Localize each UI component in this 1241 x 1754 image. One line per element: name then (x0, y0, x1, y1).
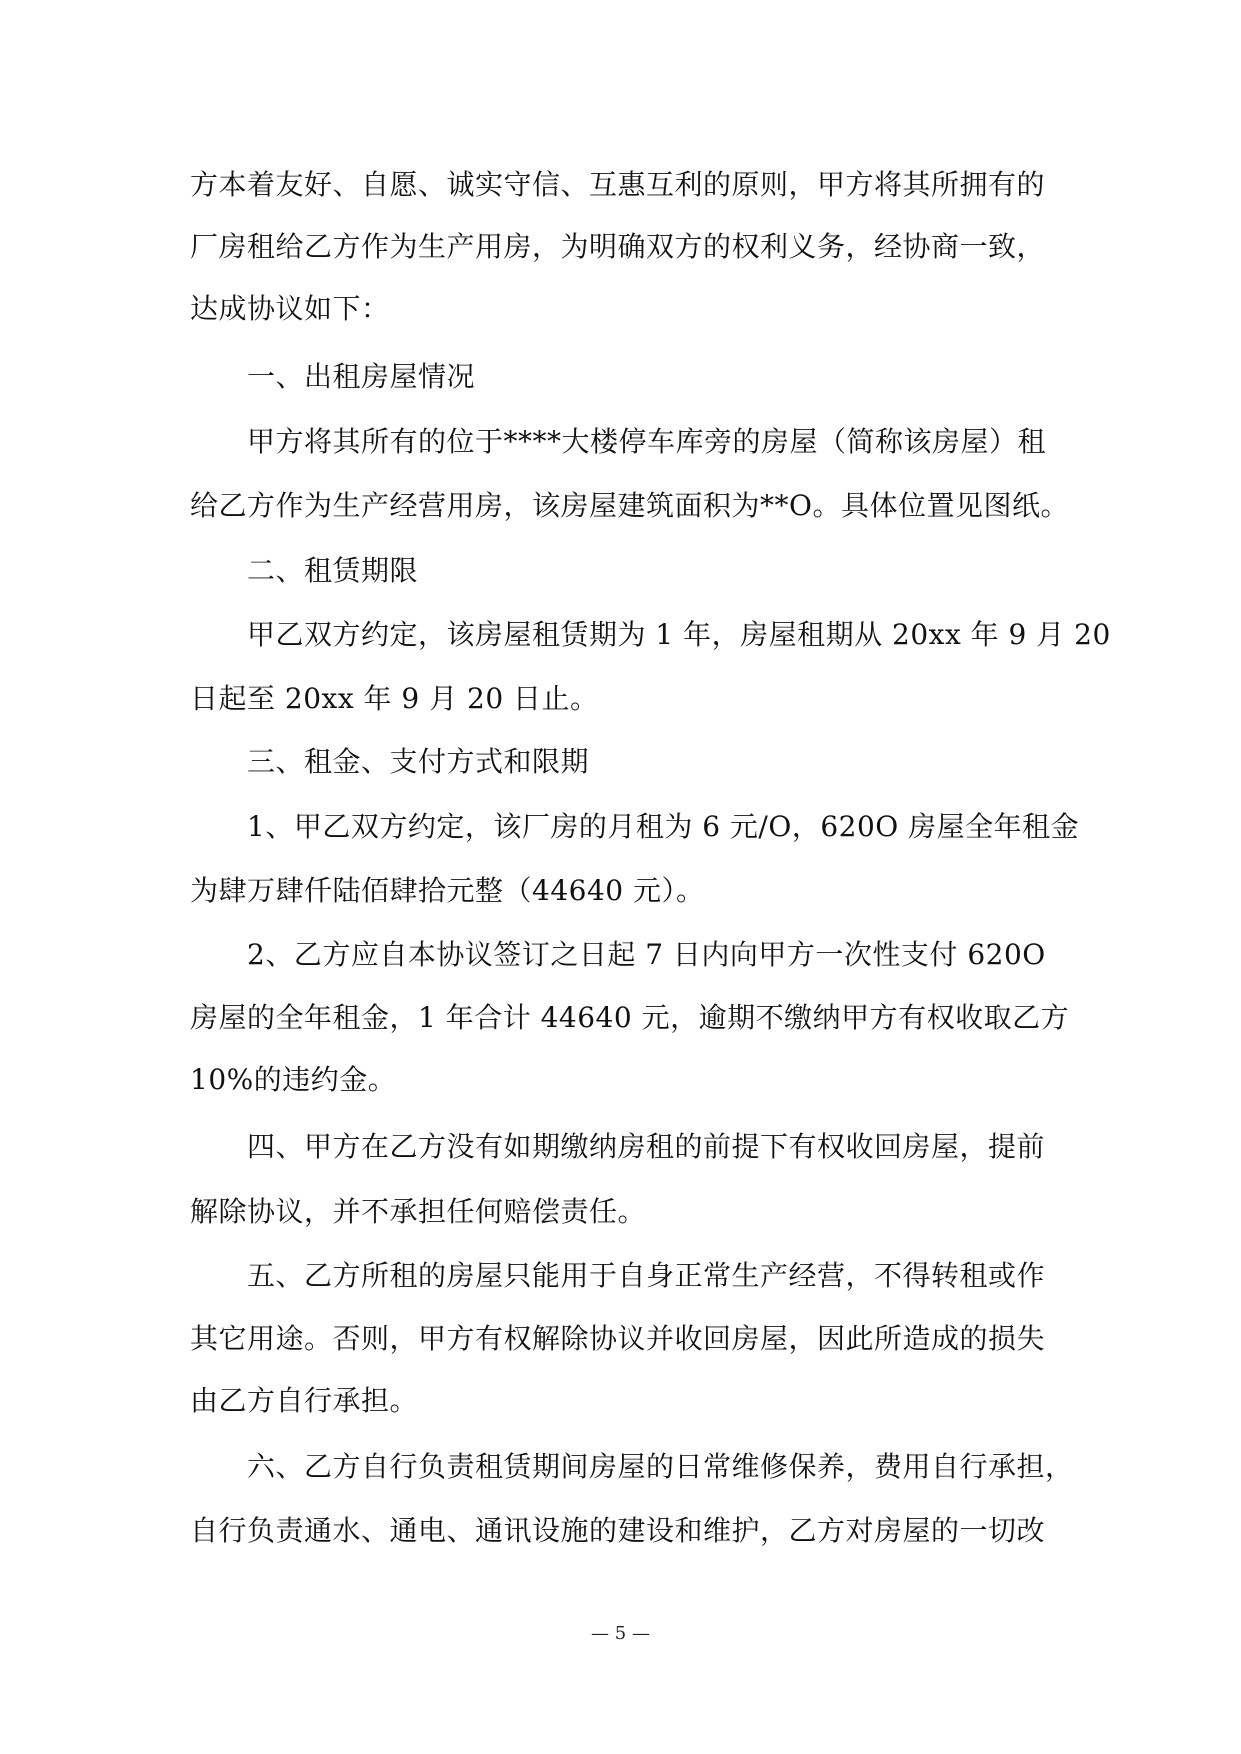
text-line: 其它用途。否则，甲方有权解除协议并收回房屋，因此所造成的损失 (190, 1322, 1046, 1355)
text-line: 甲方将其所有的位于****大楼停车库旁的房屋（简称该房屋）租 (247, 425, 1047, 458)
text-line: 房屋的全年租金，1 年合计 44640 元，逾期不缴纳甲方有权收取乙方 (190, 1001, 1070, 1034)
page-number: — 5 — (591, 1623, 650, 1644)
text-line: 厂房租给乙方作为生产用房，为明确双方的权利义务，经协商一致， (190, 230, 1046, 263)
text-line: 解除协议，并不承担任何赔偿责任。 (190, 1195, 647, 1228)
text-line: 1、甲乙双方约定，该厂房的月租为 6 元/O，620O 房屋全年租金 (247, 810, 1080, 843)
text-line: 甲乙双方约定，该房屋租赁期为 1 年，房屋租期从 20xx 年 9 月 20 (247, 618, 1111, 651)
text-line: 由乙方自行承担。 (190, 1384, 419, 1417)
section-heading: 二、租赁期限 (247, 554, 419, 587)
section-heading: 三、租金、支付方式和限期 (247, 745, 590, 778)
text-line: 四、甲方在乙方没有如期缴纳房租的前提下有权收回房屋，提前 (247, 1130, 1046, 1163)
text-line: 自行负责通水、通电、通讯设施的建设和维护，乙方对房屋的一切改 (190, 1514, 1046, 1547)
text-line: 达成协议如下： (190, 292, 390, 325)
text-line: 五、乙方所租的房屋只能用于自身正常生产经营，不得转租或作 (247, 1259, 1046, 1292)
section-heading: 一、出租房屋情况 (247, 360, 476, 393)
text-line: 为肆万肆仟陆佰肆拾元整（44640 元）。 (190, 874, 705, 907)
text-line: 2、乙方应自本协议签订之日起 7 日内向甲方一次性支付 620O (247, 938, 1046, 971)
text-line: 方本着友好、自愿、诚实守信、互惠互利的原则，甲方将其所拥有的 (190, 168, 1046, 201)
text-line: 六、乙方自行负责租赁期间房屋的日常维修保养，费用自行承担， (247, 1450, 1074, 1483)
text-line: 10%的违约金。 (190, 1063, 397, 1096)
text-line: 给乙方作为生产经营用房，该房屋建筑面积为**O。具体位置见图纸。 (190, 489, 1069, 522)
text-line: 日起至 20xx 年 9 月 20 日止。 (190, 682, 599, 715)
